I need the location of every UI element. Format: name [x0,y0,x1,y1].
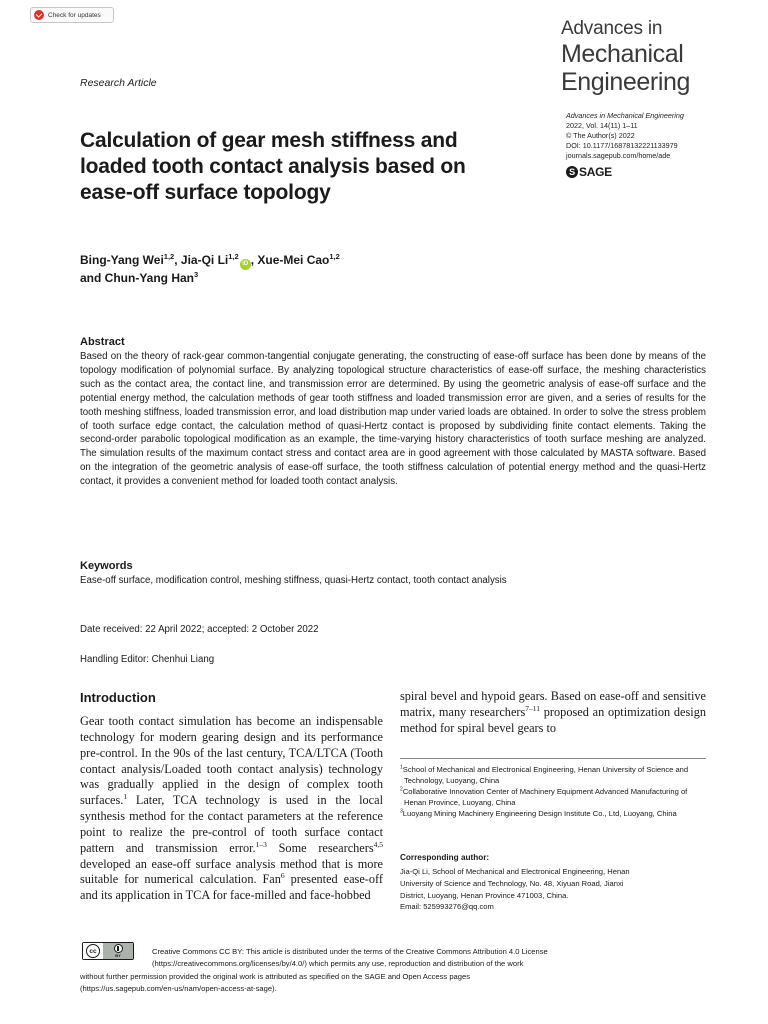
sage-logo [566,165,612,179]
journal-logo [561,18,690,96]
abstract-text: Based on the theory of rack-gear common-tangential conjugate generating, the constructing of ease-off surface has been done by means of the topology modification of polynomial surface. By analyzing topological structure characteristics of ease-off surface, the meshing characteristics such as the contact area, the contact line, and transmission error are determined. By using the geometric analysis of ease-off surface and the potential energy method, the calculation methods of gear tooth stiffness and loaded transmission error are given, and a series of results for the tooth meshing stiffness, loaded transmission error, and load distribution map under varied loads are obtained. In order to solve the stress problem of tooth surface edge contact, the calculation method of quasi-Hertz contact is proposed by subdividing finite contact elements. Taking the second-order parabolic topological modification as an example, the time-varying history characteristics of tooth surface meshing are analyzed. The simulation results of the maximum contact stress and contact area are in good agreement with those calculated by MASTA software. Based on the integration of the geometric analysis of ease-off surface, the tooth stiffness calculation of potential energy method and the quasi-Hertz contact, it provides a convenient method for loaded tooth contact analysis. [80,351,706,488]
license-text-block-continued [80,971,710,996]
citation-ref[interactable]: 4,5 [373,839,384,849]
author-affil-sup: 1,2 [163,252,175,261]
author-line-1: Bing-Yang Wei$^{1,2}$, Jia-Qi Li$^{1,2}$iD , Xue-Mei Cao$^{1,2}$ [80,252,600,270]
intro-text: spiral bevel and hypoid gears. Based on ease-off and sensitive matrix, many researchers [400,689,706,719]
corresponding-author-heading: Corresponding author: [400,853,490,862]
citation-ref[interactable]: 1–3 [255,839,267,849]
author-line-2 [80,270,600,287]
corresponding-email[interactable]: Email: 525993276@qq.com [400,902,494,912]
affiliation-text: School of Mechanical and Electronical Engineering, Henan University of Science and Technology, Luoyang, China [402,765,689,786]
corresponding-line: University of Science and Technology, No. 48, Xiyuan Road, Jianxi [400,878,624,888]
affiliation-number: 1 [400,764,403,771]
affiliation-item [400,764,706,786]
author-name: Chun-Yang Han [104,271,195,285]
journal-name-line3: Engineering [560,68,690,96]
author-affil-sup: 1,2 [329,252,340,261]
check-updates-icon [34,10,44,20]
intro-text: Some researchers [266,840,374,855]
introduction-heading: Introduction [80,690,156,705]
corresponding-line: Jia-Qi Li, School of Mechanical and Electronical Engineering, Henan [400,867,630,876]
sage-s-icon: S [566,166,578,178]
check-for-updates-button[interactable] [30,7,114,23]
meta-volume: 2022, Vol. 14(11) 1–11 [566,121,638,130]
intro-text: developed an ease-off surface analysis method that is more suitable for numerical calculation. Fan [80,856,383,887]
check-updates-label: Check for updates [48,11,101,19]
sage-logo-text: SAGE [579,165,612,179]
citation-ref[interactable]: 6 [280,871,285,881]
author-conjunction: and [80,271,105,285]
license-line: (https://us.sagepub.com/en-us/nam/open-access-at-sage). [80,984,277,994]
cc-by-license-badge[interactable] [82,942,134,960]
introduction-paragraph [80,714,383,904]
affiliation-item [400,786,706,808]
cc-icon-label: cc [86,944,100,958]
introduction-continued [400,689,706,737]
paper-title: Calculation of gear mesh stiffness and loaded tooth contact analysis based on ease-off surface topology [80,129,466,204]
affiliation-number: 3 [400,808,403,815]
license-line: without further permission provided the original work is attributed as specified on the SAGE and Open Access pages [80,972,471,981]
corresponding-line: District, Luoyang, Henan Province 471003, China. [400,890,569,900]
meta-journal: Advances in Mechanical Engineering [566,111,684,120]
author-affil-sup: 1,2 [228,252,239,261]
keywords-heading: Keywords [80,560,133,572]
orcid-icon[interactable]: iD [240,259,251,270]
by-icon [103,943,133,959]
intro-text: presented ease-off and its application in TCA for face-milled and face-hobbed [80,872,383,903]
handling-editor: Handling Editor: Chenhui Liang [80,654,215,665]
meta-copyright: © The Author(s) 2022 [566,131,635,140]
by-icon-label: BY [115,953,121,958]
author-name: Bing-Yang Wei [80,253,164,267]
affiliation-number: 2 [400,786,403,793]
affiliations [400,764,706,819]
person-icon [114,944,123,953]
license-line: Creative Commons CC BY: This article is distributed under the terms of the Creative Commons Attribution 4.0 License [152,947,548,956]
intro-text: Gear tooth contact simulation has become an indispensable technology for modern gearing design and its performance pre-control. In the 90s of the last century, TCA/LTCA (Tooth contact analysis/Loaded tooth contact analysis) technology was gradually applied in the design of complex tooth surfaces. [80,714,383,808]
citation-ref[interactable]: 7–11 [525,703,541,713]
journal-name-line1: Advances in [560,18,663,39]
journal-metadata [566,111,766,161]
author-list [80,252,600,287]
article-type: Research Article [80,77,157,89]
corresponding-author-details [400,866,706,913]
license-text-block [152,946,712,971]
journal-name-line2: Mechanical [560,40,684,68]
affiliation-item [400,808,706,819]
affiliation-text: Collaborative Innovation Center of Machinery Equipment Advanced Manufacturing of Henan Province, Luoyang, China [402,787,688,808]
abstract-heading: Abstract [80,336,125,348]
footnote-divider [400,758,706,759]
meta-url[interactable]: journals.sagepub.com/home/ade [566,151,671,160]
received-dates: Date received: 22 April 2022; accepted: 2 October 2022 [80,624,319,635]
author-name: Xue-Mei Cao [257,253,330,267]
meta-doi[interactable]: DOI: 10.1177/16878132221133979 [566,141,678,150]
intro-text: Later, TCA technology is used in the local synthesis method for the contact parameters at the reference point to realize the pre-control of tooth surface contact pattern and transmission error. [80,793,383,855]
author-affil-sup: 3 [194,270,199,279]
keywords-text: Ease-off surface, modification control, meshing stiffness, quasi-Hertz contact, tooth contact analysis [80,575,507,586]
license-line: (https://creativecommons.org/licenses/by/4.0/) which permits any use, reproduction and distribution of the work [152,959,524,969]
cc-icon [83,943,103,959]
author-name: Jia-Qi Li [180,253,229,267]
citation-ref[interactable]: 1 [123,792,128,802]
intro-text: proposed an optimization design method for spiral bevel gears to [400,704,706,735]
affiliation-text: Luoyang Mining Machinery Engineering Design Institute Co., Ltd, Luoyang, China [402,809,677,819]
